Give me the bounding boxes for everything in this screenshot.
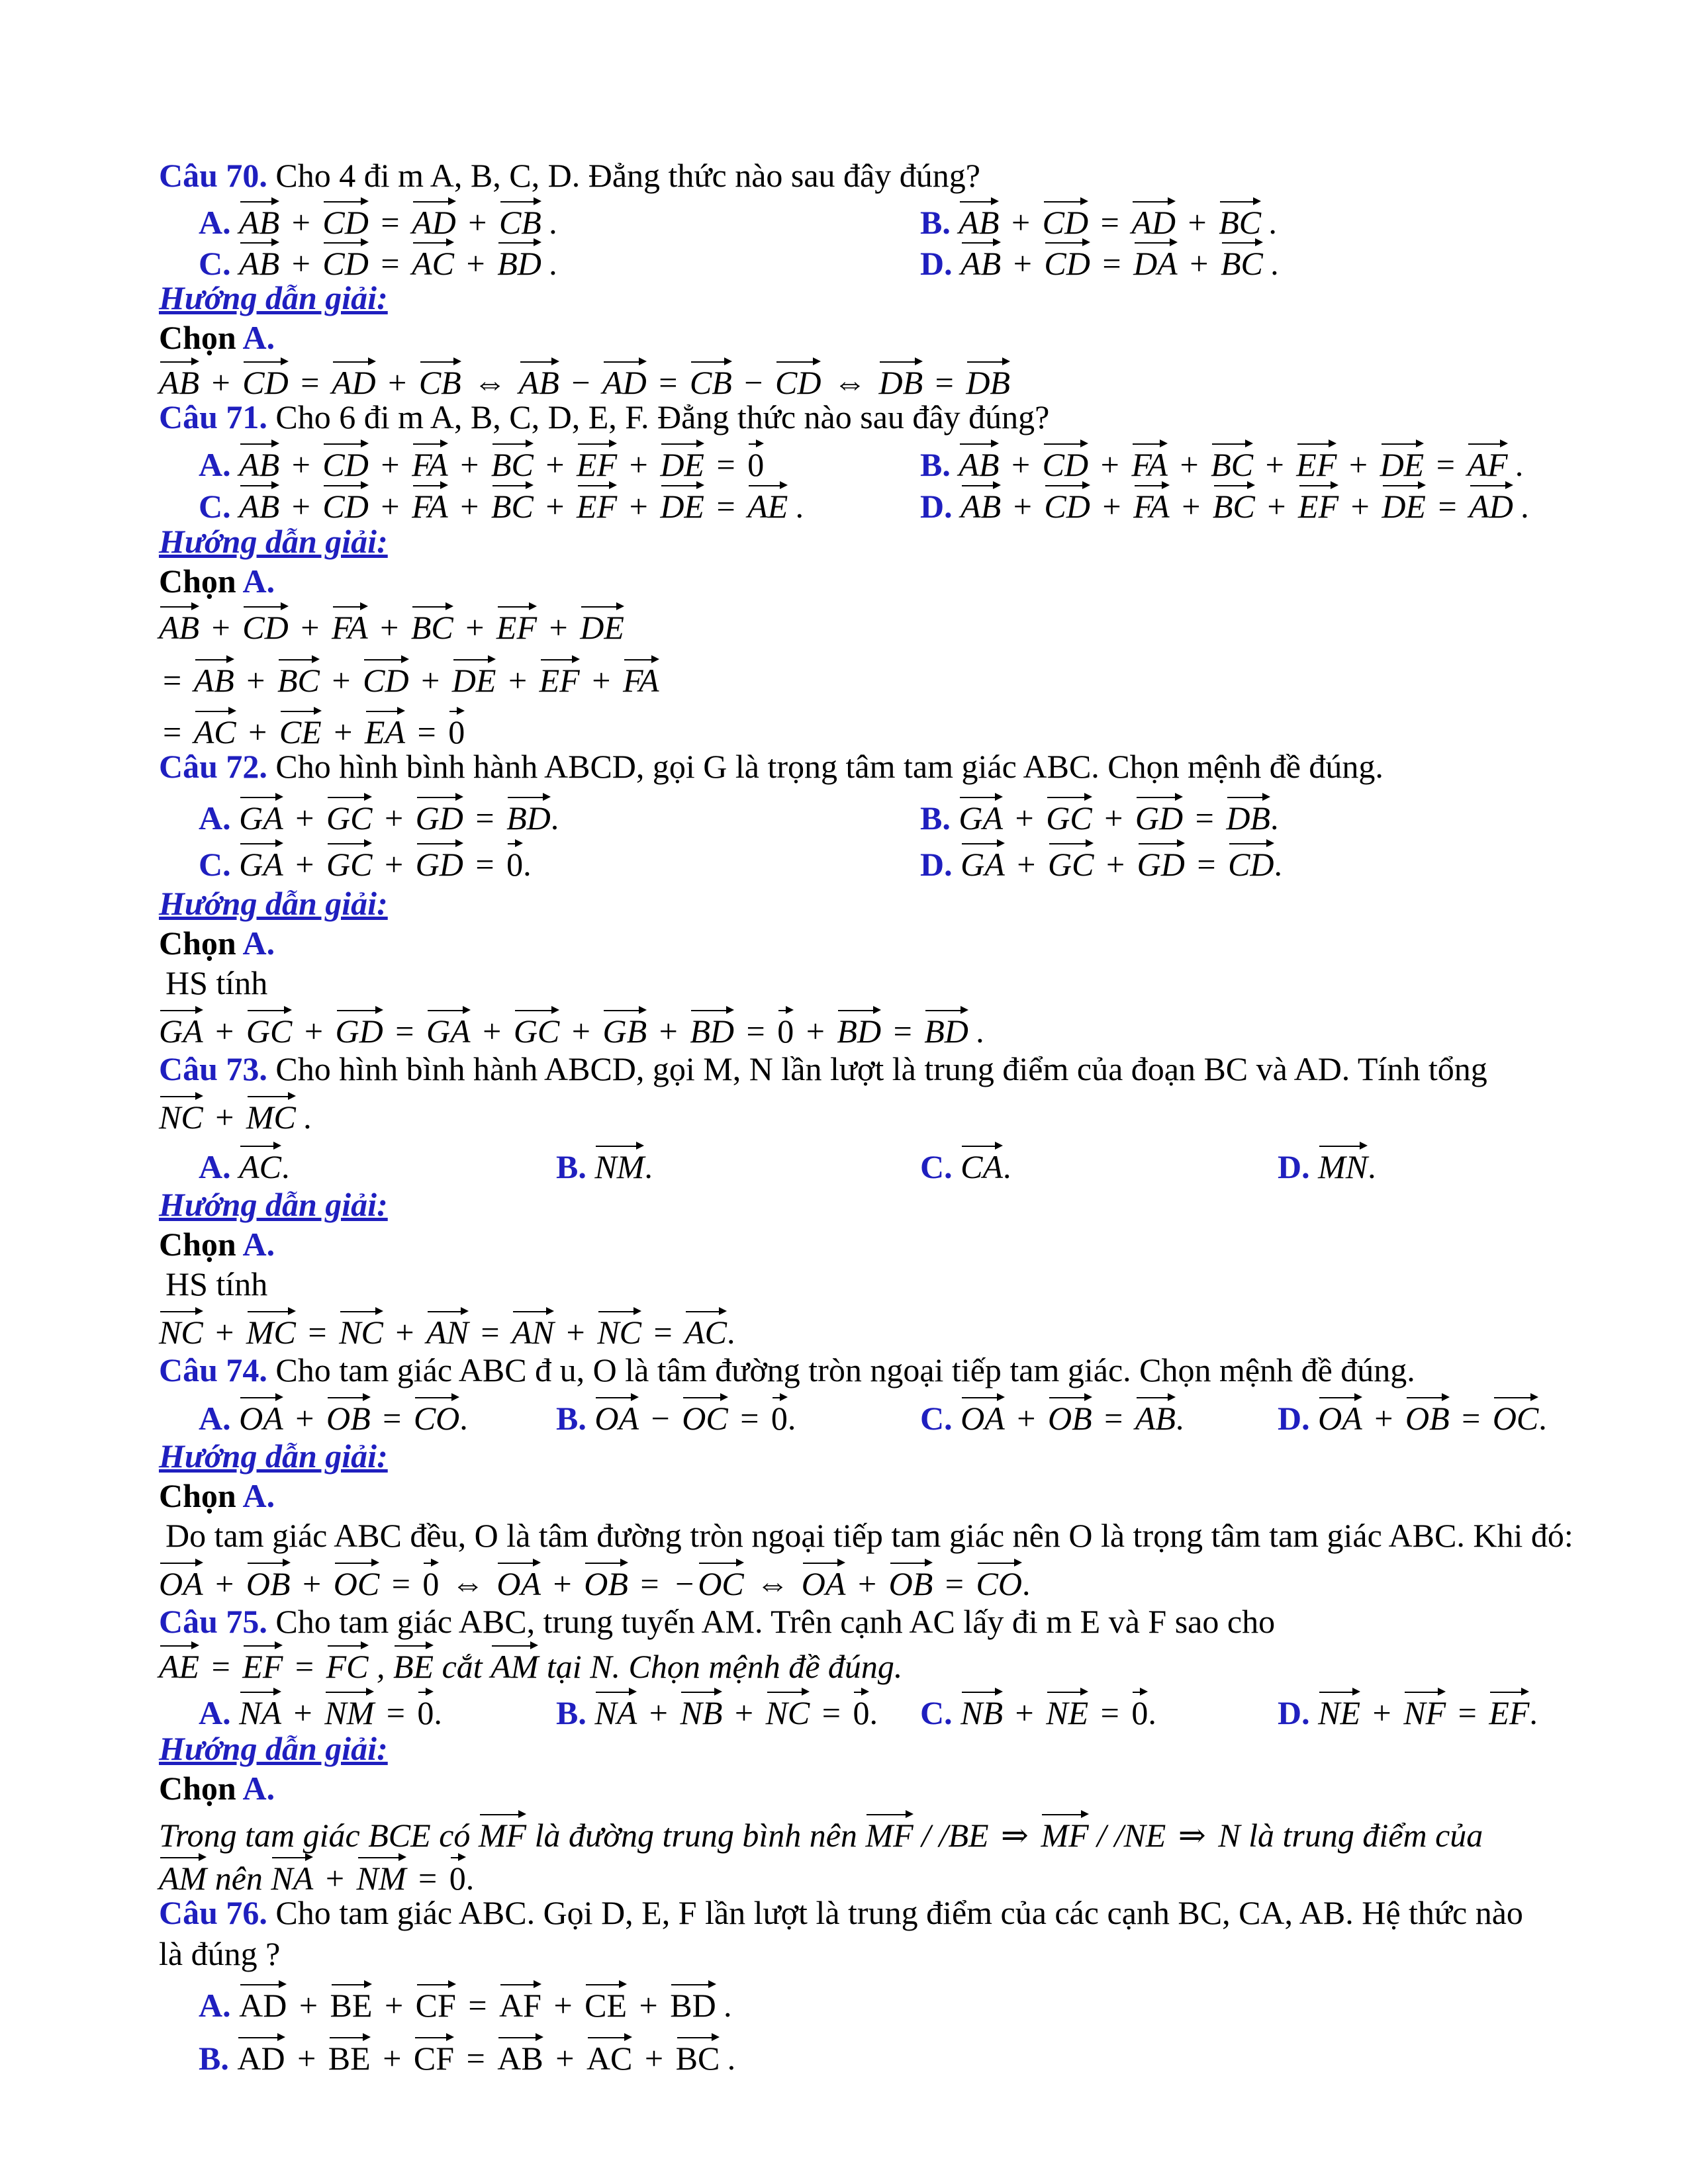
q75-option-a: A. NA + NM = 0.	[199, 1688, 442, 1733]
q75-option-d: D. NE + NF = EF.	[1278, 1688, 1538, 1733]
q75-option-b: B. NA + NB + NC = 0.	[556, 1688, 878, 1733]
q71-solution-line-3: = AC + CE + EA = 0	[159, 707, 465, 752]
q71-solution-line-2: = AB + BC + CD + DE + EF + FA	[159, 655, 659, 700]
q72-option-b: B. GA + GC + GD = DB.	[920, 793, 1278, 838]
q73-option-c: C. CA.	[920, 1142, 1011, 1187]
q73-question: Câu 73. Cho hình bình hành ABCD, gọi M, N lần lượt là trung điểm của đoạn BC và AD. Tính tổng	[159, 1050, 1487, 1087]
q75-question: Câu 75. Cho tam giác ABC, trung tuyến AM. Trên cạnh AC lấy đi m E và F sao cho	[159, 1603, 1276, 1640]
q76-question: Câu 76. Cho tam giác ABC. Gọi D, E, F lần lượt là trung điểm của các cạnh BC, CA, AB. Hệ thức nào	[159, 1894, 1523, 1931]
q75-solution-text: Trong tam giác BCE có MF là đường trung bình nên MF / /BE ⇒ MF / /NE ⇒ N là trung điểm của	[159, 1810, 1483, 1855]
q71-question: Câu 71. Cho 6 đi m A, B, C, D, E, F. Đẳng thức nào sau đây đúng?	[159, 398, 1050, 435]
q75-option-c: C. NB + NE = 0.	[920, 1688, 1156, 1733]
q72-option-c: C. GA + GC + GD = 0.	[199, 839, 532, 884]
q72-option-a: A. GA + GC + GD = BD.	[199, 793, 559, 838]
q73-option-a: A. AC.	[199, 1142, 290, 1187]
q74-answer: Chọn A.	[159, 1477, 275, 1514]
q70-solution-line: AB + CD = AD + CB ⇔ AB − AD = CB − CD ⇔ DB = DB	[159, 357, 1010, 402]
q72-solution-line: GA + GC + GD = GA + GC + GB + BD = 0 + BD = BD .	[159, 1006, 985, 1051]
q75-solution-text-2: AM nên NA + NM = 0.	[159, 1853, 474, 1898]
q71-option-b: B. AB + CD + FA + BC + EF + DE = AF .	[920, 439, 1524, 484]
q73-answer: Chọn A.	[159, 1226, 275, 1263]
q72-option-d: D. GA + GC + GD = CD.	[920, 839, 1282, 884]
q74-solution-line: OA + OB + OC = 0 ⇔ OA + OB = − OC ⇔ OA + OB = CO.	[159, 1559, 1030, 1604]
q73-guide-heading: Hướng dẫn giải:	[159, 1186, 388, 1223]
q74-option-d: D. OA + OB = OC.	[1278, 1393, 1547, 1438]
q73-hs-label: HS tính	[165, 1265, 268, 1302]
q71-option-c: C. AB + CD + FA + BC + EF + DE = AE .	[199, 481, 804, 526]
q72-answer: Chọn A.	[159, 925, 275, 962]
q75-answer: Chọn A.	[159, 1770, 275, 1807]
q76-option-a: A. AD + BE + CF = AF + CE + BD .	[199, 1980, 733, 2025]
q73-option-d: D. MN.	[1278, 1142, 1376, 1187]
q75-question-cont: AE = EF = FC , BE cắt AM tại N. Chọn mệnh đề đúng.	[159, 1641, 902, 1686]
q73-question-sum: NC + MC .	[159, 1092, 312, 1137]
q72-guide-heading: Hướng dẫn giải:	[159, 885, 388, 922]
q70-answer: Chọn A.	[159, 319, 275, 356]
q72-hs-label: HS tính	[165, 964, 268, 1001]
q70-question: Câu 70. Cho 4 đi m A, B, C, D. Đẳng thức nào sau đây đúng?	[159, 157, 980, 194]
q74-option-a: A. OA + OB = CO.	[199, 1393, 468, 1438]
q70-guide-heading: Hướng dẫn giải:	[159, 279, 388, 316]
q74-question: Câu 74. Cho tam giác ABC đ u, O là tâm đường tròn ngoại tiếp tam giác. Chọn mệnh đề đúng.	[159, 1351, 1415, 1388]
q71-answer: Chọn A.	[159, 563, 275, 600]
q71-option-d: D. AB + CD + FA + BC + EF + DE = AD .	[920, 481, 1530, 526]
q72-question: Câu 72. Cho hình bình hành ABCD, gọi G là trọng tâm tam giác ABC. Chọn mệnh đề đúng.	[159, 748, 1383, 785]
q71-option-a: A. AB + CD + FA + BC + EF + DE = 0	[199, 439, 764, 484]
q70-option-b: B. AB + CD = AD + BC .	[920, 197, 1278, 242]
q71-guide-heading: Hướng dẫn giải:	[159, 523, 388, 560]
q73-option-b: B. NM.	[556, 1142, 653, 1187]
q73-solution-line: NC + MC = NC + AN = AN + NC = AC.	[159, 1307, 735, 1352]
q70-option-d: D. AB + CD = DA + BC .	[920, 238, 1280, 283]
q70-option-c: C. AB + CD = AC + BD .	[199, 238, 558, 283]
q74-guide-heading: Hướng dẫn giải:	[159, 1437, 388, 1475]
q74-option-c: C. OA + OB = AB.	[920, 1393, 1184, 1438]
q74-solution-text: Do tam giác ABC đều, O là tâm đường tròn ngoại tiếp tam giác nên O là trọng tâm tam giác ABC. Khi đó:	[165, 1517, 1573, 1554]
q76-question-cont: là đúng ?	[159, 1935, 281, 1972]
q70-option-a: A. AB + CD = AD + CB .	[199, 197, 558, 242]
q74-option-b: B. OA − OC = 0.	[556, 1393, 796, 1438]
q71-solution-line-1: AB + CD + FA + BC + EF + DE	[159, 602, 624, 647]
q76-option-b: B. AD + BE + CF = AB + AC + BC .	[199, 2033, 736, 2078]
q75-guide-heading: Hướng dẫn giải:	[159, 1730, 388, 1767]
